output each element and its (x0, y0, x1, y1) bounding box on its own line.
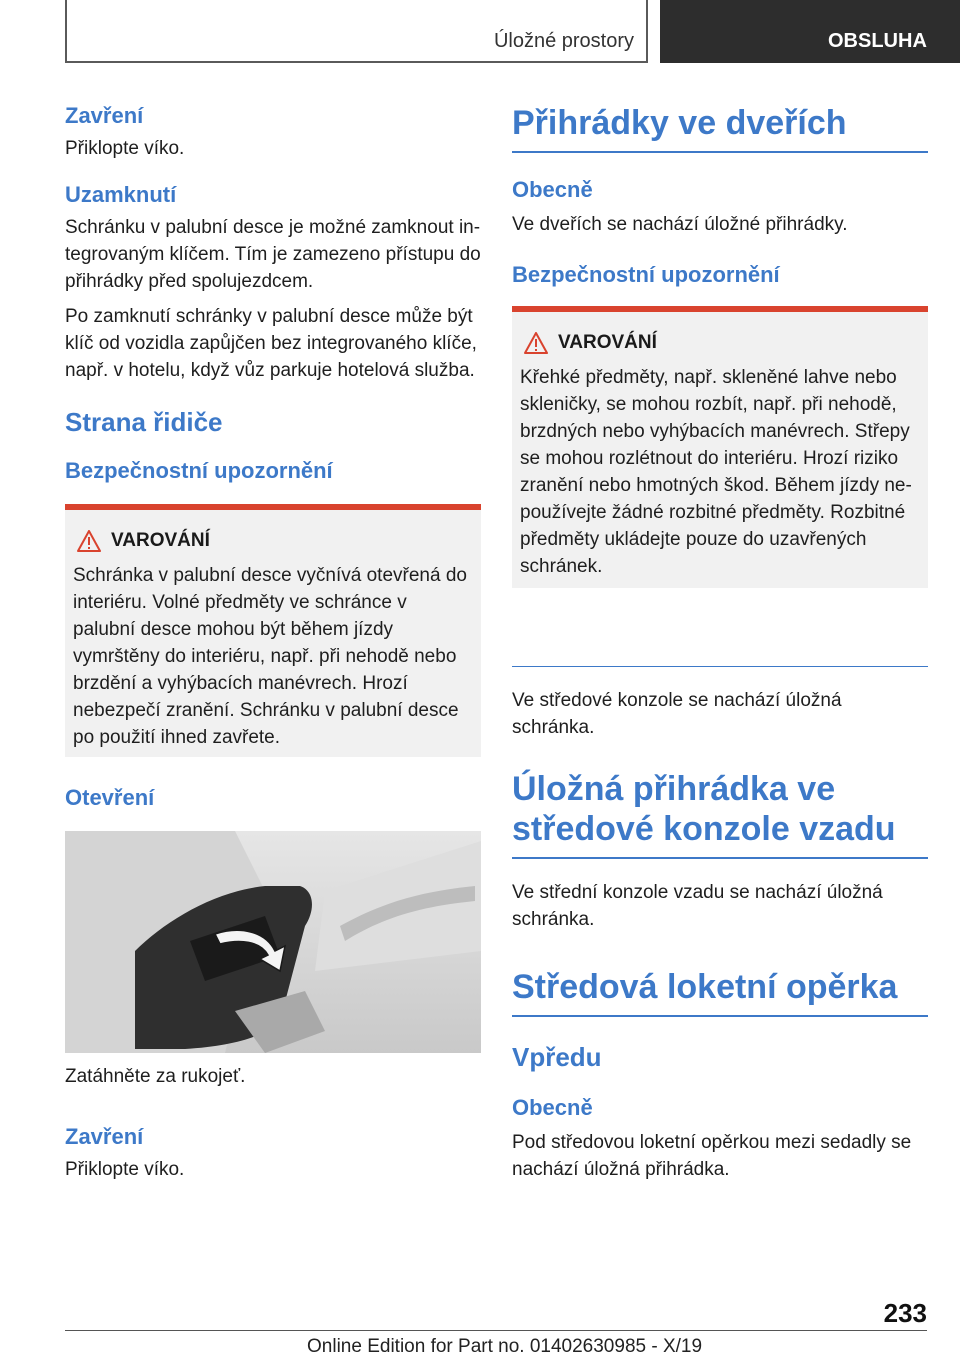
text-close-1: Přiklopte víko. (65, 138, 185, 159)
text-center-console: Ve středové konzole se nachází úložná schránka. (512, 690, 842, 738)
heading-front: Vpředu (512, 1042, 602, 1072)
page-number: 233 (883, 1298, 927, 1328)
text-front-general: Pod středovou loketní opěrkou mezi sedadly se nachází úložná přihrádka. (512, 1132, 912, 1180)
warning-label-left: VAROVÁNÍ (111, 530, 210, 551)
heading-open: Otevření (65, 785, 155, 810)
section-divider (512, 666, 928, 667)
heading-driver-side: Strana řidiče (65, 407, 223, 437)
heading-close-1: Zavření (65, 103, 144, 128)
edition-line: Online Edition for Part no. 01402630985 - X/19 (307, 1336, 703, 1357)
heading-safety-left: Bezpečnostní upozornění (65, 458, 333, 483)
heading-lock: Uzamknutí (65, 182, 177, 207)
text-general: Ve dveřích se nachází úložné přihrádky. (512, 214, 848, 235)
heading-rear-console-compartment: Úložná přihrádka ve středové konzole vzadu (512, 769, 928, 859)
glovebox-illustration (65, 831, 481, 1053)
heading-safety-right: Bezpečnostní upozornění (512, 262, 780, 287)
text-lock-1: Schránku v palubní desce je možné zamknout integrovaným klíčem. Tím je zamezeno přístupu do přihrádky před spolujezdcem. (65, 217, 481, 292)
warning-triangle-icon (77, 530, 101, 552)
heading-general: Obecně (512, 177, 593, 202)
text-rear-console: Ve střední konzole vzadu se nachází úložná schránka. (512, 882, 883, 930)
photo-caption: Zatáhněte za rukojeť. (65, 1066, 246, 1087)
text-close-2: Přiklopte víko. (65, 1159, 185, 1180)
warning-text-right: Křehké předměty, např. skleněné lahve nebo skleničky, se mohou rozbít, např. při nehodě, brzdných nebo vyhýbacích manévrech. Střepy se mohou rozlétnout do interiéru. Hrozí riziko zranění nebo hmotných škod. Během jízdy nepoužívejte žádné rozbitné předměty. Rozbitné předměty ukládejte pouze do uzavřených schránek. (520, 367, 912, 577)
warning-triangle-icon (524, 332, 548, 354)
running-header (65, 0, 648, 63)
header-section-title: Úložné prostory (493, 30, 634, 52)
heading-center-armrest: Středová loketní opěrka (512, 967, 928, 1017)
warning-title-right (524, 332, 920, 354)
right-column (512, 103, 928, 1183)
glovebox-photo (65, 831, 481, 1053)
heading-close-2: Zavření (65, 1124, 144, 1149)
warning-box-right (512, 306, 928, 588)
text-lock-2: Po zamknutí schránky v palubní desce může být klíč od vozidla zapůjčen bez integrovaného klíče, např. v hotelu, když vůz parkuje hotelová služba. (65, 306, 477, 381)
left-column (65, 103, 481, 1183)
heading-front-general: Obecně (512, 1095, 593, 1120)
warning-text-left: Schránka v palubní desce vyčnívá otevřená do interiéru. Volné předměty ve schránce v palubní desce mohou být během jízdy vymrštěny do interiéru, např. při nehodě nebo brzdění a vyhýbacích manévrech. Hrozí nebezpečí zranění. Schránku v palubní desce po použití ihned zavřete. (73, 565, 467, 748)
warning-title-left (77, 530, 473, 552)
chapter-tab: OBSLUHA (660, 0, 960, 63)
heading-door-compartments: Přihrádky ve dveřích (512, 103, 928, 153)
warning-box-left (65, 504, 481, 757)
footer-rule (65, 1330, 927, 1331)
warning-label-right: VAROVÁNÍ (558, 332, 657, 353)
